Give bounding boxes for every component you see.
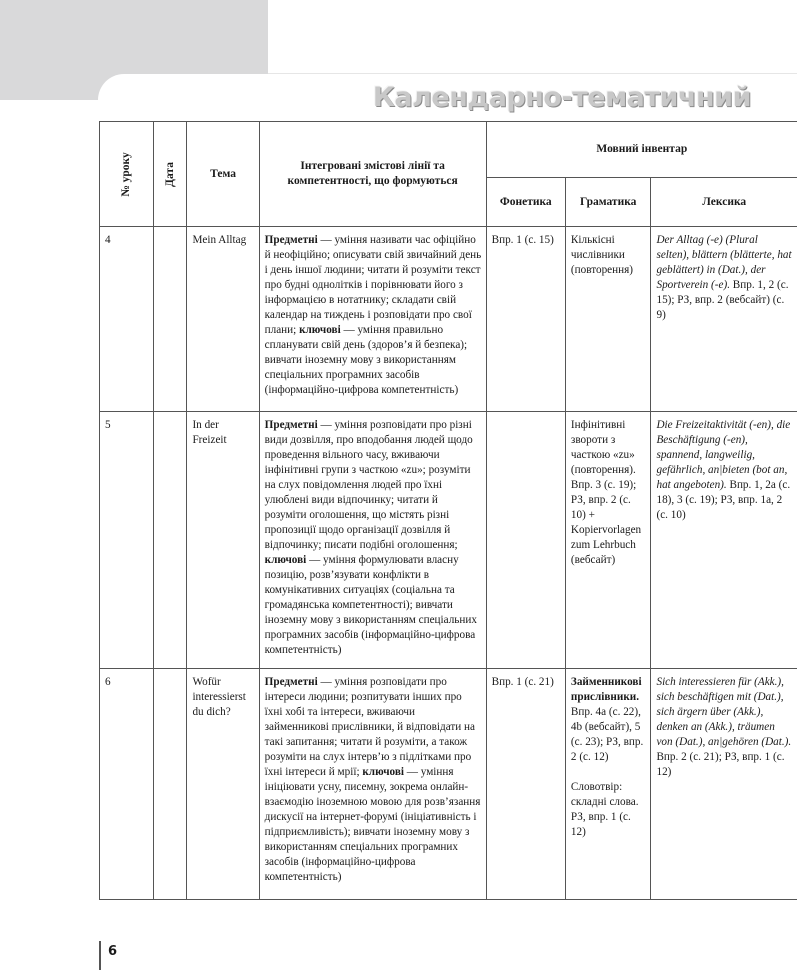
lines-text-subject: — уміння розповідати про різні види дозвілля, про вподобання людей щодо проведення вільного часу, вживаючи інфінітивні групи з часткою «zu»; розуміти на слух повідомлення людей про їхні улюблені види відпочинку; читати й розуміти оголошення, що містять різні пропозиції щодо організації дозвілля й відпочинку; писати подібні оголошення; xyxy=(264,419,473,551)
lesson-grammar xyxy=(565,412,651,669)
lexicon-exercises: Впр. 1, 2 (с. 15); РЗ, впр. 2 (вебсайт) (с. 9) xyxy=(656,279,789,321)
lines-text-key: — уміння ініціювати усну, писемну, зокрема онлайн-взаємодію іноземною мовою для розв’язання дискусії на інтернет-форумі (ініціативність і підприємливість); вивчати іноземну мову з використанням спеціальних програмних засобів (інформаційно-цифрова компетентність) xyxy=(264,766,481,883)
page-number: 6 xyxy=(108,944,118,959)
lesson-lexicon xyxy=(651,412,797,669)
lesson-topic: Wofür interessierst du dich? xyxy=(187,669,259,900)
grammar-text: Впр. 4а (с. 22), 4b (вебсайт), 5 (с. 23); РЗ, впр. 2 (с. 12) Словотвір: складні слова. РЗ, впр. 1 (с. 12) xyxy=(570,706,644,838)
lexicon-exercises: Впр. 2 (с. 21); РЗ, впр. 1 (с. 12) xyxy=(656,751,785,778)
lesson-number: 5 xyxy=(100,412,154,669)
header-white-tab xyxy=(268,0,797,74)
table-row xyxy=(100,412,797,669)
lesson-topic: Mein Alltag xyxy=(187,227,259,412)
lines-text-subject: — уміння розповідати про інтереси людини; розпитувати інших про їхні хобі та інтереси, вживаючи займенникові прислівники, й відповідати на такі запитання; читати й розуміти, а також розуміти на слух інтерв’ю з підлітками про їхні інтереси й мрії; xyxy=(264,676,475,778)
table-row xyxy=(100,669,797,900)
lines-label-key: ключові xyxy=(362,766,404,778)
lesson-date xyxy=(153,227,187,412)
lesson-date xyxy=(153,412,187,669)
lines-text-subject: — уміння називати час офіційно й неофіційно; описувати свій звичайний день і день іншої людини; читати й розуміти текст про будні однолітків і порівнювати його з інформацією в нотатнику; складати свій календар на тиждень і розповідати про свої плани; xyxy=(264,234,482,336)
lesson-date xyxy=(153,669,187,900)
lesson-lexicon xyxy=(651,227,797,412)
header-phonetics: Фонетика xyxy=(486,178,565,227)
lesson-lexicon xyxy=(651,669,797,900)
lesson-grammar xyxy=(565,669,651,900)
lesson-phonetics xyxy=(486,412,565,669)
lesson-lines xyxy=(259,412,486,669)
lesson-phonetics: Впр. 1 (с. 15) xyxy=(486,227,565,412)
grammar-text: Кількісні числівники (повторення) xyxy=(570,234,633,276)
lesson-topic: In der Freizeit xyxy=(187,412,259,669)
lines-label-key: ключові xyxy=(299,324,341,336)
lesson-grammar xyxy=(565,227,651,412)
grammar-heading: Займенникові прислівники. xyxy=(570,676,642,703)
lines-label-subject: Предметні xyxy=(264,234,318,246)
header-inventory: Мовний інвентар xyxy=(486,122,797,178)
header-topic: Тема xyxy=(187,122,259,227)
table-row xyxy=(100,227,797,412)
lines-text-key: — уміння формулювати власну позицію, розв’язувати конфлікти в комунікативних ситуаціях (соціальна та громадянська компетентності); вивчати іноземну мову з використанням спеціальних програмних засобів (інформаційно-цифрова компетентність) xyxy=(264,554,477,656)
lexicon-words: Der Alltag (-e) (Plural selten), blättern (blätterte, hat geblättert) in (Dat.), der Sportverein (-e). xyxy=(656,234,792,291)
lines-label-key: ключові xyxy=(264,554,307,566)
lexicon-words: Die Freizeitaktivität (-en), die Beschäftigung (-en), spannend, langweilig, gefährlich, an|bieten (bot an, hat angeboten). xyxy=(656,419,791,491)
header-lines: Інтегровані змістові лінії та компетентності, що формуються xyxy=(259,122,486,227)
lesson-lines xyxy=(259,669,486,900)
header-date: Дата xyxy=(153,122,187,227)
grammar-text: Інфінітивні звороти з часткою «zu» (повторення). Впр. 3 (с. 19); РЗ, впр. 2 (с. 10) + Kopiervorlagen zum Lehrbuch (вебсайт) xyxy=(570,419,642,566)
header-lexicon: Лексика xyxy=(651,178,797,227)
lesson-number: 6 xyxy=(100,669,154,900)
lexicon-words: Sich interessieren für (Akk.), sich beschäftigen mit (Dat.), sich ärgern über (Akk.), denken an (Akk.), träumen von (Dat.), an|gehören (Dat.). xyxy=(656,676,792,748)
lesson-lines xyxy=(259,227,486,412)
lexicon-exercises: Впр. 1, 2а (с. 18), 3 (с. 19); РЗ, впр. 1а, 2 (с. 10) xyxy=(656,479,791,521)
lines-text-key: — уміння правильно спланувати свій день (здоров’я й безпека); вивчати іноземну мову з використанням спеціальних програмних засобів (інформаційно-цифрова компетентність) xyxy=(264,324,468,396)
calendar-plan-table xyxy=(99,121,797,900)
header-grammar: Граматика xyxy=(565,178,651,227)
lines-label-subject: Предметні xyxy=(264,419,318,431)
lesson-number: 4 xyxy=(100,227,154,412)
lesson-phonetics: Впр. 1 (с. 21) xyxy=(486,669,565,900)
lines-label-subject: Предметні xyxy=(264,676,318,688)
header-lesson-no: № уроку xyxy=(100,122,154,227)
footer-rule xyxy=(99,941,101,970)
page-title: Календарно-тематичний xyxy=(372,82,751,113)
